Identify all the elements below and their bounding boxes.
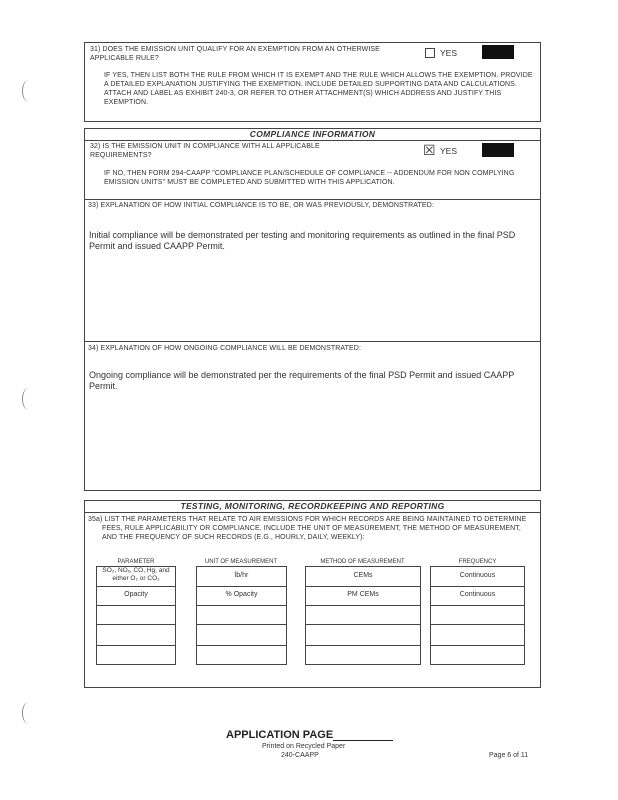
recycled-paper-note: Printed on Recycled Paper [262, 743, 346, 750]
row2-frequency: Continuous [459, 591, 496, 598]
row-divider [430, 645, 525, 646]
page-count: Page 6 of 11 [489, 752, 529, 759]
redaction-box [482, 45, 514, 59]
row-divider [96, 605, 176, 606]
row2-parameter: Opacity [124, 591, 148, 598]
q35-label: 35a) LIST THE PARAMETERS THAT RELATE TO AIR EMISSIONS FOR WHICH RECORDS ARE BEING MAINTAINED TO DETERMINE FEES, RULE APPLICABILITY OR COMPLIANCE. INCLUDE THE UNIT OF MEASUREMENT, THE METHOD OF MEASUREMENT, AND THE FREQUENCY OF SUCH RECORDS (E.G., HOURLY, DAILY, WEEKLY): [88, 516, 527, 541]
row1-method: CEMs [353, 572, 373, 579]
binder-hole-middle [22, 388, 35, 410]
row1-unit: lb/hr [234, 572, 249, 579]
row2-unit: % Opacity [225, 591, 258, 598]
header-unit: UNIT OF MEASUREMENT [204, 559, 278, 565]
testing-title: TESTING, MONITORING, RECORDKEEPING AND REPORTING [180, 501, 445, 511]
binder-hole-top [22, 80, 35, 102]
redaction-box [482, 143, 514, 157]
page-number-blank [333, 740, 393, 741]
row-divider [196, 624, 287, 625]
row-divider [96, 586, 176, 587]
row-divider [305, 624, 421, 625]
frequency-column [430, 566, 525, 665]
application-page-label: APPLICATION PAGE [226, 729, 334, 741]
row-divider [196, 586, 287, 587]
q32-instruction: IF NO, THEN FORM 294-CAAPP "COMPLIANCE PLAN/SCHEDULE OF COMPLIANCE -- ADDENDUM FOR NON COMPLYING EMISSION UNITS" MUST BE COMPLETED AND SUBMITTED WITH THIS APPLICATION. [104, 170, 515, 186]
q33-answer: Initial compliance will be demonstrated per testing and monitoring requirements as outlined in the final PSD Permit and issued CAAPP Permit. [89, 230, 516, 251]
header-parameter: PARAMETER [117, 559, 155, 565]
divider [84, 199, 541, 200]
unit-column [196, 566, 287, 665]
q31-yes-checkbox[interactable] [425, 48, 435, 58]
row-divider [430, 586, 525, 587]
q34-answer: Ongoing compliance will be demonstrated per the requirements of the final PSD Permit and issued CAAPP Permit. [89, 370, 515, 391]
row1-frequency: Continuous [459, 572, 496, 579]
q31-yes-label: YES [440, 48, 458, 58]
row2-method: PM CEMs [347, 591, 379, 598]
row-divider [305, 645, 421, 646]
form-id: 240-CAAPP [281, 752, 319, 759]
compliance-title: COMPLIANCE INFORMATION [249, 129, 376, 139]
q32-label: 32) IS THE EMISSION UNIT IN COMPLIANCE WITH ALL APPLICABLE REQUIREMENTS? [90, 143, 320, 159]
q34-label: 34) EXPLANATION OF HOW ONGOING COMPLIANCE WILL BE DEMONSTRATED: [88, 345, 361, 352]
divider [84, 140, 541, 141]
row-divider [305, 586, 421, 587]
header-method: METHOD OF MEASUREMENT [320, 559, 405, 565]
row-divider [430, 624, 525, 625]
row-divider [96, 645, 176, 646]
row-divider [196, 605, 287, 606]
row-divider [196, 645, 287, 646]
q31-label: 31) DOES THE EMISSION UNIT QUALIFY FOR AN EXEMPTION FROM AN OTHERWISE APPLICABLE RULE? [90, 46, 380, 62]
divider [84, 341, 541, 342]
q32-yes-label: YES [440, 146, 458, 156]
divider [84, 512, 541, 513]
method-column [305, 566, 421, 665]
q31-instruction: IF YES, THEN LIST BOTH THE RULE FROM WHICH IT IS EXEMPT AND THE RULE WHICH ALLOWS THE EXEMPTION. PROVIDE A DETAILED EXPLANATION JUSTIFYING THE EXEMPTION. INCLUDE DETAILED SUPPORTING DATA AND CALCULATIONS. ATTACH AND LABEL AS EXHIBIT 240-3, OR REFER TO OTHER ATTACHMENT(S) WHICH ADDRESS AND JUSTIFY THIS EXEMPTION. [104, 72, 533, 106]
row-divider [96, 624, 176, 625]
row-divider [430, 605, 525, 606]
q32-yes-checkbox[interactable]: ☒ [423, 142, 436, 158]
header-frequency: FREQUENCY [458, 559, 497, 565]
row1-parameter: SO₂, NOₓ, CO, Hg, and either O₂ or CO₂ [102, 567, 170, 582]
row-divider [305, 605, 421, 606]
binder-hole-bottom [22, 702, 35, 724]
q33-label: 33) EXPLANATION OF HOW INITIAL COMPLIANCE IS TO BE, OR WAS PREVIOUSLY, DEMONSTRATED: [88, 202, 434, 209]
